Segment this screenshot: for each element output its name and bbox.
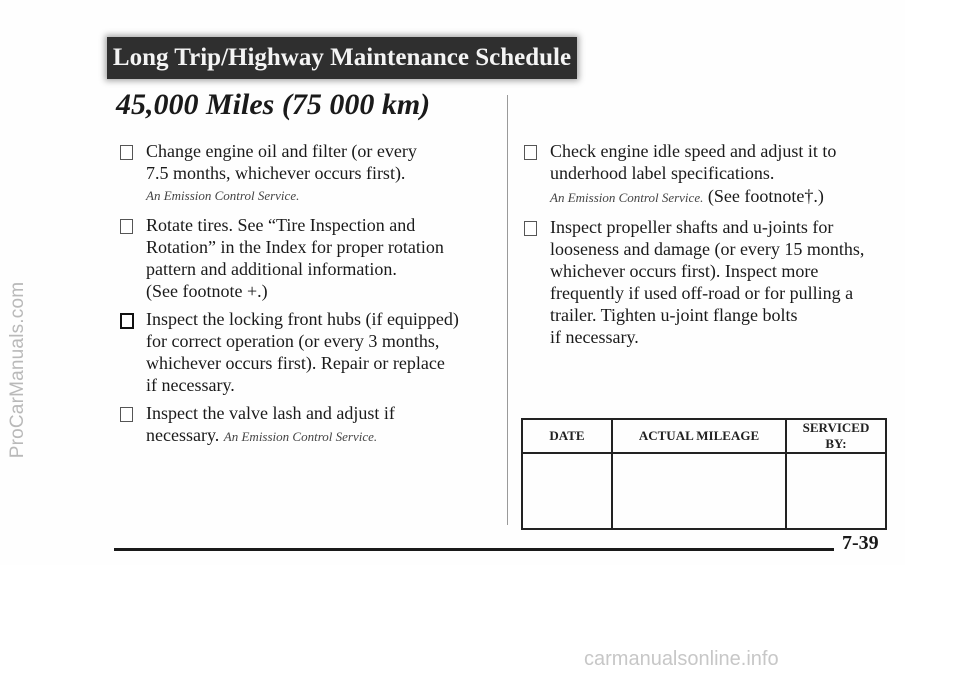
side-watermark: ProCarManuals.com bbox=[7, 281, 28, 459]
column-divider bbox=[507, 95, 508, 525]
item-line: Inspect the locking front hubs (if equipped) bbox=[146, 309, 459, 329]
checklist-item bbox=[524, 140, 894, 210]
item-line: Inspect the valve lash and adjust if bbox=[146, 403, 395, 423]
item-line: frequently if used off-road or for pulling a bbox=[550, 283, 854, 303]
checklist-item bbox=[120, 140, 500, 208]
checkbox[interactable] bbox=[524, 145, 537, 160]
checklist-item bbox=[120, 214, 500, 302]
item-line: if necessary. bbox=[550, 327, 639, 347]
item-line: Check engine idle speed and adjust it to bbox=[550, 141, 837, 161]
emission-note: An Emission Control Service. bbox=[550, 190, 704, 205]
header-actual-mileage: ACTUAL MILEAGE bbox=[612, 419, 786, 453]
header-date: DATE bbox=[522, 419, 612, 453]
item-line: trailer. Tighten u-joint flange bolts bbox=[550, 305, 798, 325]
item-line: Rotate tires. See “Tire Inspection and bbox=[146, 215, 416, 235]
mileage-heading: 45,000 Miles (75 000 km) bbox=[116, 88, 431, 121]
item-line: (See footnote +.) bbox=[146, 281, 268, 301]
checkbox[interactable] bbox=[120, 219, 133, 234]
service-record-table bbox=[521, 418, 887, 530]
item-line: underhood label specifications. bbox=[550, 163, 775, 183]
item-line: whichever occurs first). Inspect more bbox=[550, 261, 819, 281]
emission-note: An Emission Control Service. bbox=[146, 188, 300, 203]
right-column bbox=[524, 140, 894, 354]
item-line: for correct operation (or every 3 months, bbox=[146, 331, 440, 351]
date-cell[interactable] bbox=[522, 453, 612, 529]
footnote-reference: (See footnote†.) bbox=[707, 186, 824, 206]
banner-title: Long Trip/Highway Maintenance Schedule bbox=[112, 44, 572, 71]
item-line: if necessary. bbox=[146, 375, 235, 395]
header-serviced-by: SERVICED BY: bbox=[786, 419, 886, 453]
checklist-item bbox=[120, 402, 500, 448]
item-line: Rotation” in the Index for proper rotation bbox=[146, 237, 444, 257]
item-line: whichever occurs first). Repair or replace bbox=[146, 353, 445, 373]
bottom-watermark: carmanualsonline.info bbox=[584, 648, 779, 670]
checkbox[interactable] bbox=[120, 407, 133, 422]
item-line: Change engine oil and filter (or every bbox=[146, 141, 417, 161]
item-line: 7.5 months, whichever occurs first). bbox=[146, 163, 406, 183]
left-column bbox=[120, 140, 500, 454]
footer-rule bbox=[114, 548, 834, 551]
section-banner bbox=[107, 37, 577, 79]
checkbox[interactable] bbox=[120, 313, 134, 329]
serviced-by-cell[interactable] bbox=[786, 453, 886, 529]
emission-note: An Emission Control Service. bbox=[223, 429, 378, 444]
checklist-item bbox=[524, 216, 894, 348]
item-line: Inspect propeller shafts and u-joints for bbox=[550, 217, 834, 237]
item-line: pattern and additional information. bbox=[146, 259, 397, 279]
checklist-item bbox=[120, 308, 500, 396]
mileage-cell[interactable] bbox=[612, 453, 786, 529]
checkbox[interactable] bbox=[120, 145, 133, 160]
checkbox[interactable] bbox=[524, 221, 537, 236]
page-number: 7-39 bbox=[842, 532, 879, 554]
item-line: necessary. bbox=[146, 425, 220, 445]
item-line: looseness and damage (or every 15 months, bbox=[550, 239, 865, 259]
